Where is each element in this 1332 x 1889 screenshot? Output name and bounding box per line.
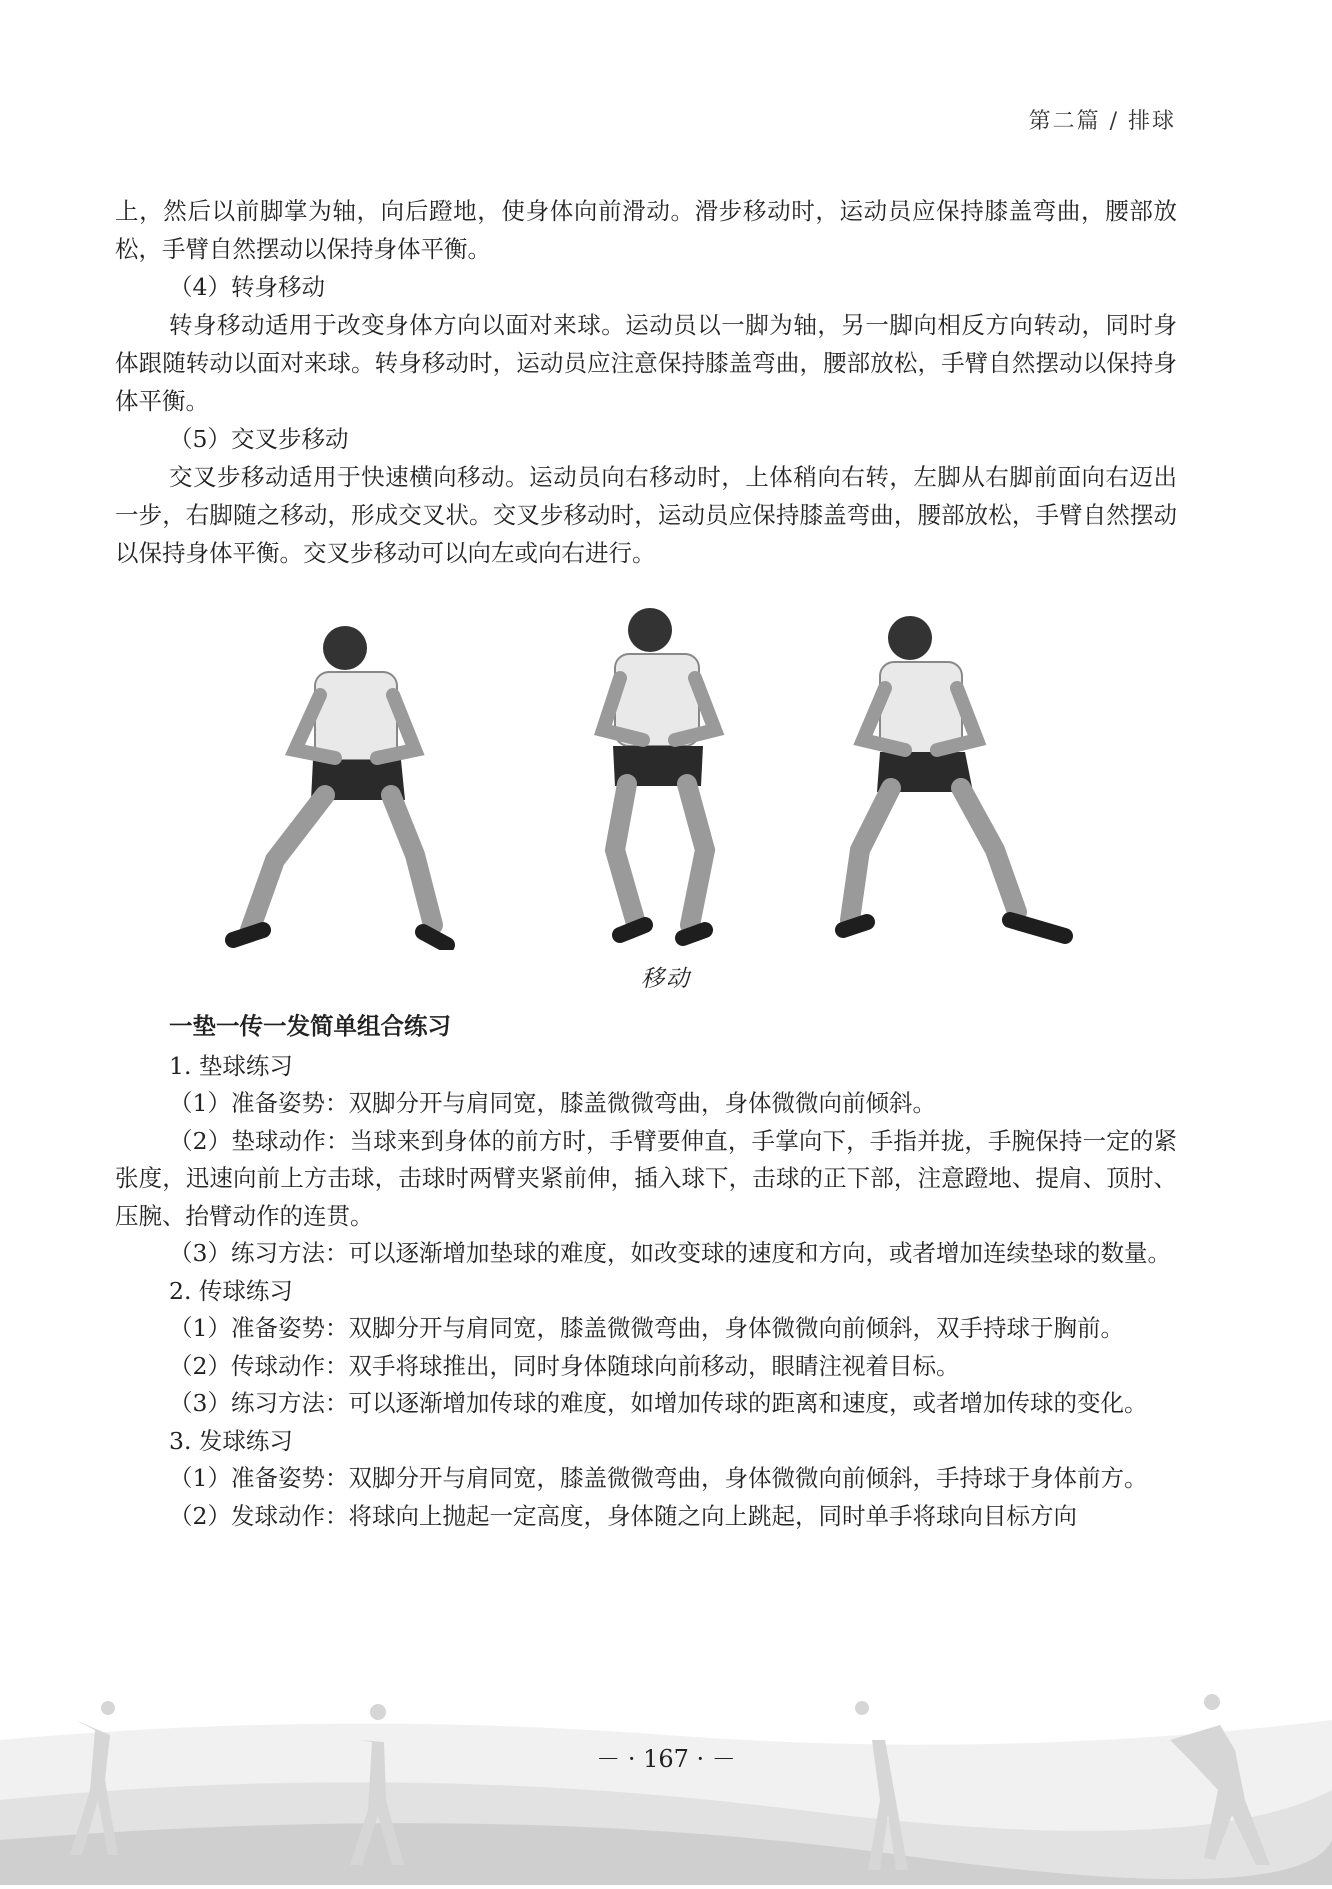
figure-caption: 移动 xyxy=(641,966,691,992)
movement-photos xyxy=(115,600,1177,950)
subheading-cross-step: （5）交叉步移动 xyxy=(169,425,349,453)
paragraph: （1）准备姿势：双脚分开与肩同宽，膝盖微微弯曲，身体微微向前倾斜，手持球于身体前方。 xyxy=(169,1464,1148,1492)
paragraph: （1）准备姿势：双脚分开与肩同宽，膝盖微微弯曲，身体微微向前倾斜。 xyxy=(169,1089,936,1117)
decorative-footer xyxy=(0,1680,1332,1885)
paragraph: （2）垫球动作：当球来到身体的前方时，手臂要伸直，手掌向下，手指并拢，手腕保持一定的紧张度，迅速向前上方击球，击球时两臂夹紧前伸，插入球下，击球的正下部，注意蹬地、提肩、顶肘、压腕、抬臂动作的连贯。 xyxy=(115,1126,1177,1230)
paragraph: （1）准备姿势：双脚分开与肩同宽，膝盖微微弯曲，身体微微向前倾斜，双手持球于胸前。 xyxy=(169,1314,1124,1342)
player-figure-1 xyxy=(233,626,447,945)
paragraph: （3）练习方法：可以逐渐增加垫球的难度，如改变球的速度和方向，或者增加连续垫球的数量。 xyxy=(169,1239,1171,1267)
paragraph: （2）传球动作：双手将球推出，同时身体随球向前移动，眼睛注视着目标。 xyxy=(169,1351,960,1380)
section-title: 一垫一传一发简单组合练习 xyxy=(169,1012,451,1040)
page-number: － · 167 · － xyxy=(596,1745,736,1773)
subheading-set: 2. 传球练习 xyxy=(169,1276,293,1305)
subheading-serve: 3. 发球练习 xyxy=(169,1426,293,1455)
player-figure-2 xyxy=(603,608,715,938)
running-header: 第二篇 / 排球 xyxy=(1028,109,1176,134)
paragraph: （3）练习方法：可以逐渐增加传球的难度，如增加传球的距离和速度，或者增加传球的变化。 xyxy=(169,1389,1148,1417)
body-text-top xyxy=(115,192,1177,572)
subheading-dig: 1. 垫球练习 xyxy=(169,1051,293,1080)
paragraph: （2）发球动作：将球向上抛起一定高度，身体随之向上跳起，同时单手将球向目标方向 xyxy=(169,1501,1077,1530)
subheading-turn-move: （4）转身移动 xyxy=(169,273,325,301)
body-text-bottom xyxy=(115,1008,1177,1535)
paragraph: 转身移动适用于改变身体方向以面对来球。运动员以一脚为轴，另一脚向相反方向转动，同时身体跟随转动以面对来球。转身移动时，运动员应注意保持膝盖弯曲，腰部放松，手臂自然摆动以保持身体平衡。 xyxy=(115,311,1177,415)
paragraph: 上，然后以前脚掌为轴，向后蹬地，使身体向前滑动。滑步移动时，运动员应保持膝盖弯曲，腰部放松，手臂自然摆动以保持身体平衡。 xyxy=(115,197,1177,263)
player-figure-3 xyxy=(843,616,1065,936)
paragraph: 交叉步移动适用于快速横向移动。运动员向右移动时，上体稍向右转，左脚从右脚前面向右迈出一步，右脚随之移动，形成交叉状。交叉步移动时，运动员应保持膝盖弯曲，腰部放松，手臂自然摆动以保持身体平衡。交叉步移动可以向左或向右进行。 xyxy=(115,463,1177,567)
